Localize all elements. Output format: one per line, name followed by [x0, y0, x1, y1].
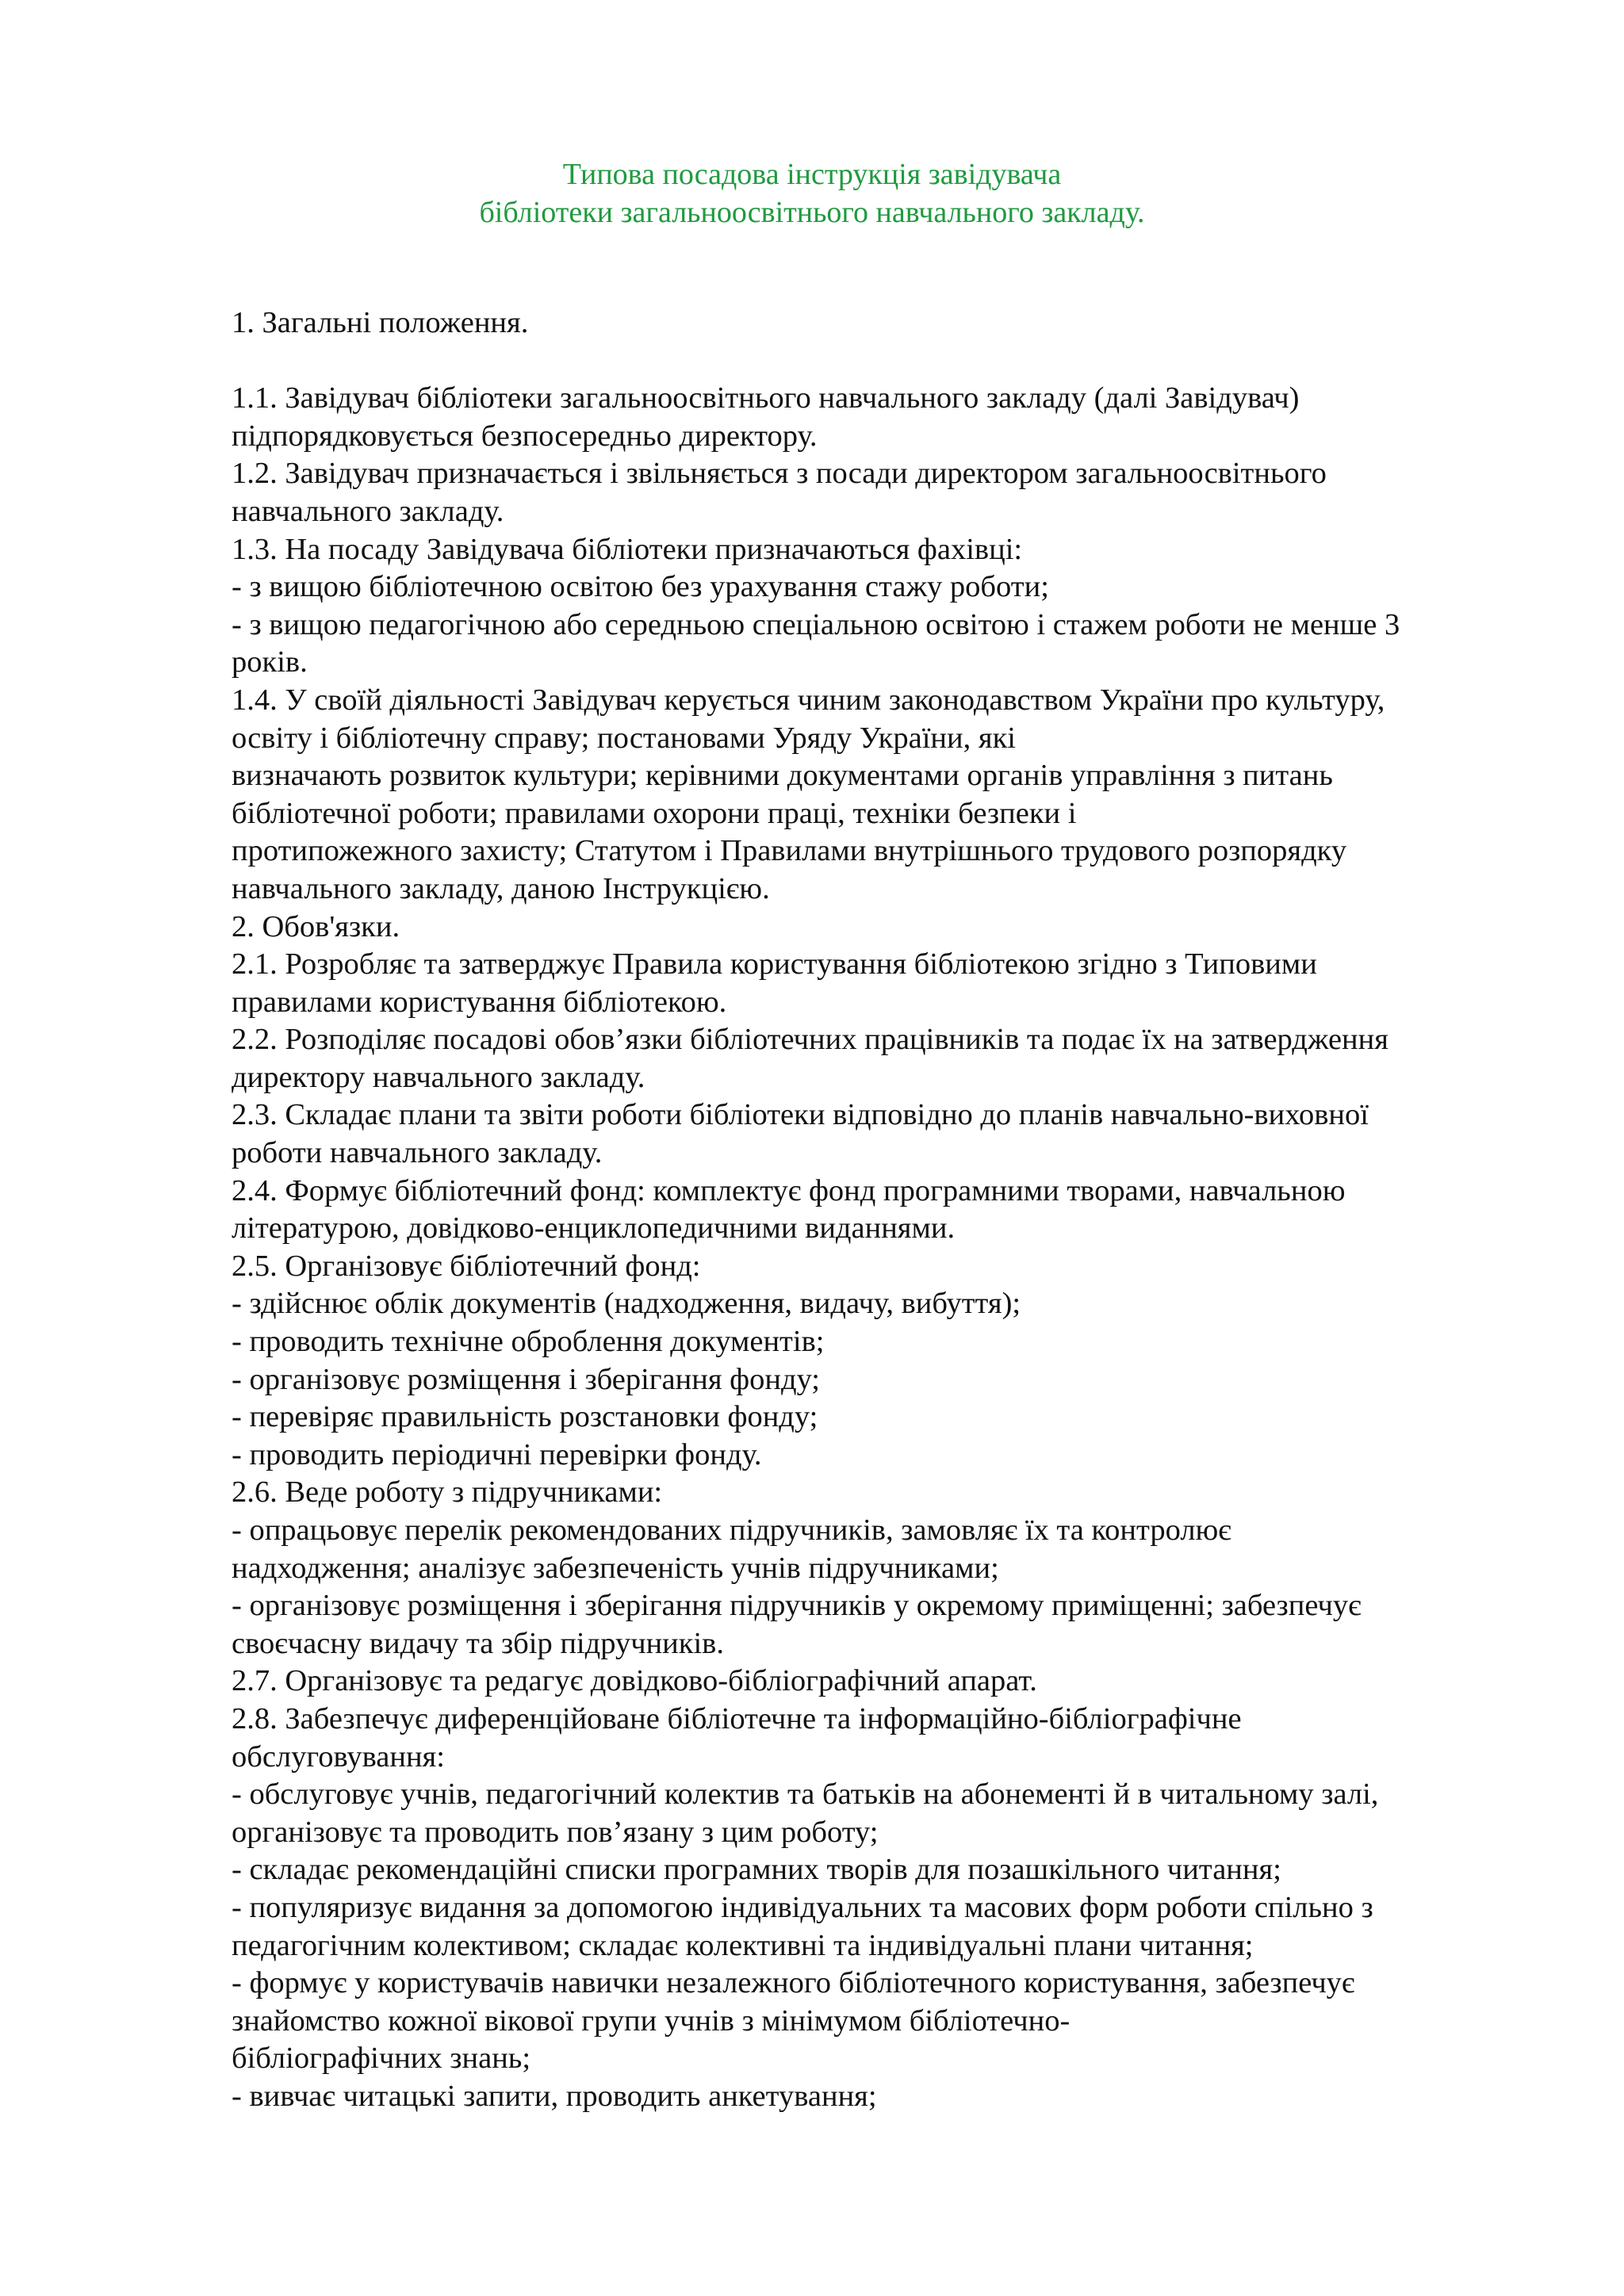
- text-line: 2.2. Розподіляє посадові обов’язки бібліотечних працівників та подає їх на затвердження: [232, 1023, 1388, 1057]
- text-line: 1.2. Завідувач призначається і звільняється з посади директором загальноосвітнього: [232, 457, 1327, 491]
- text-line: роботи навчального закладу.: [232, 1136, 603, 1170]
- text-line: 2. Обов'язки.: [232, 909, 400, 943]
- text-line: навчального закладу.: [232, 494, 504, 528]
- text-line: - проводить періодичні перевірки фонду.: [232, 1437, 762, 1471]
- blank-line: [232, 342, 1508, 381]
- text-line: бібліотечної роботи; правилами охорони праці, техніки безпеки і: [232, 796, 1077, 830]
- document-title-line-2: бібліотеки загальноосвітнього навчального закладу.: [479, 196, 1145, 229]
- text-line: - здійснює облік документів (надходження, видачу, вибуття);: [232, 1287, 1021, 1321]
- text-line: літературою, довідково-енциклопедичними виданнями.: [232, 1211, 956, 1246]
- text-line: своєчасну видачу та збір підручників.: [232, 1626, 724, 1660]
- text-line: бібліографічних знань;: [232, 2042, 531, 2076]
- text-line: 2.4. Формує бібліотечний фонд: комплектує фонд програмними творами, навчальною: [232, 1173, 1346, 1207]
- text-line: - перевіряє правильність розстановки фонду;: [232, 1400, 818, 1434]
- text-line: 2.3. Складає плани та звіти роботи бібліотеки відповідно до планів навчально-виховної: [232, 1098, 1369, 1132]
- document-lines: [232, 380, 1508, 2115]
- text-line: - вивчає читацькі запити, проводить анкетування;: [232, 2079, 877, 2113]
- text-line: 1.3. На посаду Завідувача бібліотеки призначаються фахівці:: [232, 532, 1023, 566]
- text-line: - формує у користувачів навички незалежного бібліотечного користування, забезпечує: [232, 1966, 1355, 2000]
- text-line: - організовує розміщення і зберігання підручників у окремому приміщенні; забезпечує: [232, 1589, 1362, 1623]
- text-line: - з вищою педагогічною або середньою спеціальною освітою і стажем роботи не менше 3: [232, 607, 1400, 641]
- text-line: років.: [232, 645, 308, 679]
- text-line: - проводить технічне оброблення документів;: [232, 1325, 825, 1359]
- text-line: знайомство кожної вікової групи учнів з мінімумом бібліотечно-: [232, 2003, 1071, 2038]
- text-line: 2.8. Забезпечує диференційоване бібліотечне та інформаційно-бібліографічне: [232, 1701, 1242, 1735]
- text-line: організовує та проводить пов’язану з цим роботу;: [232, 1815, 879, 1849]
- text-line: надходження; аналізує забезпеченість учнів підручниками;: [232, 1551, 999, 1585]
- text-line: обслуговування:: [232, 1739, 445, 1774]
- text-line: 1.1. Завідувач бібліотеки загальноосвітнього навчального закладу (далі Завідувач): [232, 381, 1300, 415]
- text-line: 2.6. Веде роботу з підручниками:: [232, 1475, 663, 1510]
- text-line: 2.1. Розробляє та затверджує Правила користування бібліотекою згідно з Типовими: [232, 947, 1317, 982]
- text-line: педагогічним колективом; складає колективні та індивідуальні плани читання;: [232, 1928, 1254, 1962]
- document-body: [232, 304, 1508, 2116]
- text-line: 2.7. Організовує та редагує довідково-бібліографічний апарат.: [232, 1664, 1037, 1698]
- text-line: директору навчального закладу.: [232, 1060, 645, 1094]
- text-line: підпорядковується безпосередньо директору.: [232, 419, 818, 453]
- text-line: - складає рекомендаційні списки програмних творів для позашкільного читання;: [232, 1853, 1281, 1887]
- document-title-line-1: Типова посадова інструкція завідувача: [562, 158, 1062, 191]
- text-line: протипожежного захисту; Статутом і Правилами внутрішнього трудового розпорядку: [232, 834, 1347, 868]
- text-line: освіту і бібліотечну справу; постановами Уряду України, які: [232, 721, 1016, 755]
- text-line: визначають розвиток культури; керівними документами органів управління з питань: [232, 759, 1333, 793]
- text-line: 1.4. У своїй діяльності Завідувач керується чиним законодавством України про культуру,: [232, 683, 1385, 717]
- text-line: - обслуговує учнів, педагогічний колектив та батьків на абонементі й в читальному залі,: [232, 1777, 1379, 1812]
- text-line: - з вищою бібліотечною освітою без урахування стажу роботи;: [232, 570, 1049, 604]
- text-line: правилами користування бібліотекою.: [232, 985, 727, 1019]
- text-line: 2.5. Організовує бібліотечний фонд:: [232, 1249, 701, 1283]
- text-line: - організовує розміщення і зберігання фонду;: [232, 1362, 821, 1396]
- text-line: навчального закладу, даною Інструкцією.: [232, 871, 770, 905]
- text-line: - опрацьовує перелік рекомендованих підручників, замовляє їх та контролює: [232, 1513, 1231, 1547]
- text-line: - популяризує видання за допомогою індивідуальних та масових форм роботи спільно з: [232, 1890, 1373, 1924]
- section-heading-general: 1. Загальні положення.: [232, 306, 529, 339]
